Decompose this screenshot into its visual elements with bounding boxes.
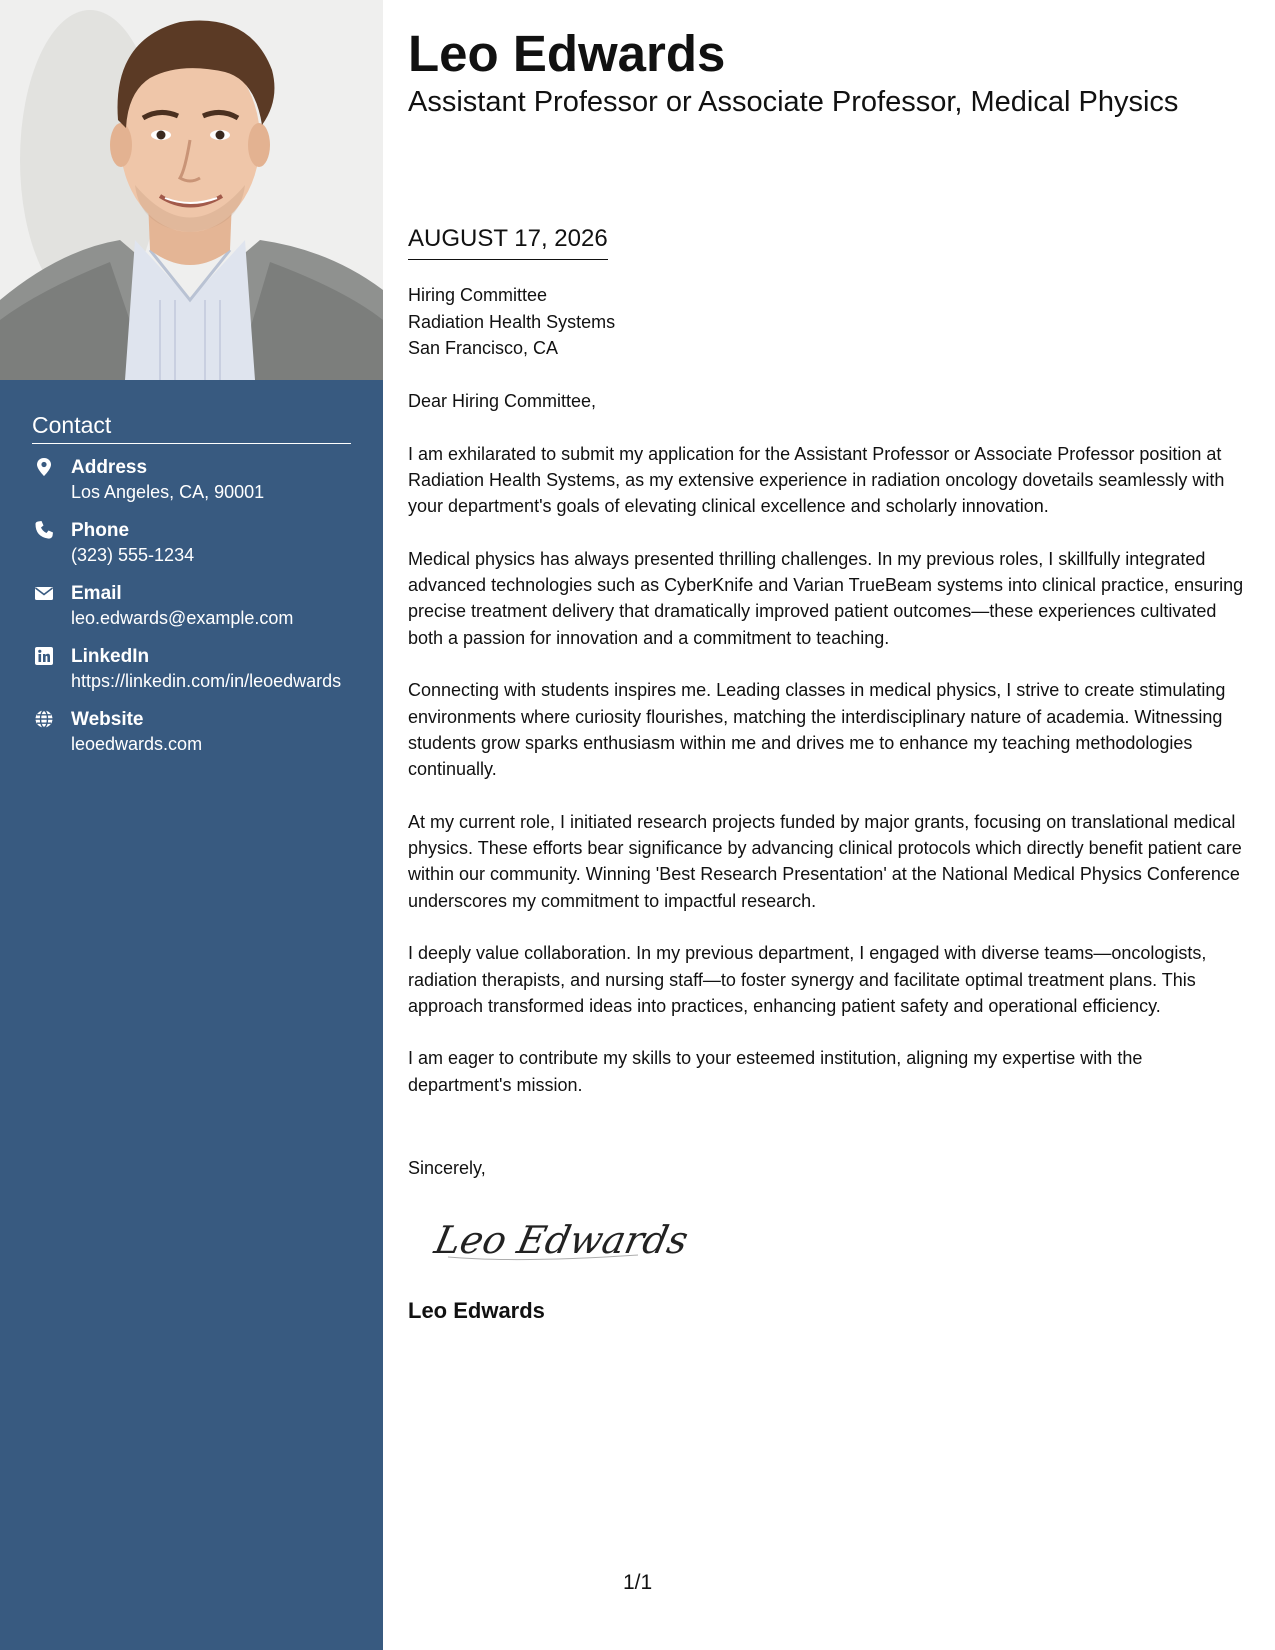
email-label: Email: [71, 583, 122, 604]
body-paragraph: Connecting with students inspires me. Leading classes in medical physics, I strive to create stimulating environments where curiosity flourishes, matching the interdisciplinary nature of academia. Witnessing students grow sparks enthusiasm within me and drives me to enhance my teaching methodologies continually.: [408, 680, 1226, 780]
address-label: Address: [71, 457, 148, 478]
recipient-block: [408, 282, 615, 362]
website-label: Website: [71, 709, 144, 730]
body-paragraph: I am exhilarated to submit my application for the Assistant Professor or Associate Professor position at Radiation Health Systems, as my extensive experience in radiation oncology dovetails seamlessly with your department's goals of elevating clinical excellence and scholarly innovation.: [408, 443, 1225, 517]
applicant-name: Leo Edwards: [408, 25, 726, 82]
linkedin-label: LinkedIn: [71, 646, 150, 667]
portrait-illustration: [0, 0, 383, 380]
recipient-line: Radiation Health Systems: [408, 311, 616, 332]
salutation: Dear Hiring Committee,: [408, 391, 597, 411]
signed-name: Leo Edwards: [408, 1298, 545, 1323]
letter-date: AUGUST 17, 2026: [408, 224, 608, 260]
sidebar: [0, 0, 383, 1650]
closing: Sincerely,: [408, 1158, 486, 1178]
profile-photo: [0, 0, 383, 380]
phone-icon: [34, 520, 54, 540]
body-paragraph: At my current role, I initiated research projects funded by major grants, focusing on translational medical physics. These efforts bear significance by advancing clinical protocols which directly benefit patient care within our community. Winning 'Best Research Presentation' at the National Medical Physics Conference underscores my commitment to impactful research.: [408, 811, 1242, 911]
contact-item-website: [32, 707, 362, 756]
email-value[interactable]: leo.edwards@example.com: [71, 608, 294, 628]
letter-body: [408, 388, 1250, 1124]
website-value[interactable]: leoedwards.com: [71, 734, 203, 754]
contact-item-phone: [32, 518, 362, 567]
contact-item-address: [32, 455, 362, 504]
phone-value: (323) 555-1234: [71, 545, 195, 565]
contact-item-email: [32, 581, 362, 630]
recipient-line: San Francisco, CA: [408, 338, 559, 358]
linkedin-value[interactable]: https://linkedin.com/in/leoedwards: [71, 671, 342, 691]
body-paragraph: Medical physics has always presented thrilling challenges. In my previous roles, I skillfully integrated advanced technologies such as CyberKnife and Varian TrueBeam systems into clinical practice, ensuring precise treatment delivery that dramatically improved patient outcomes—these experiences cultivated both a passion for innovation and a commitment to teaching.: [408, 548, 1244, 648]
signature-text: Leo Edwards: [430, 1218, 692, 1263]
location-pin-icon: [34, 457, 54, 477]
contact-heading: Contact: [32, 412, 351, 444]
applicant-title: Assistant Professor or Associate Professor, Medical Physics: [408, 86, 1179, 118]
recipient-line: Hiring Committee: [408, 285, 548, 305]
page-number: 1/1: [623, 1571, 653, 1594]
envelope-icon: [34, 583, 54, 603]
globe-icon: [34, 709, 54, 729]
address-value: Los Angeles, CA, 90001: [71, 482, 265, 502]
linkedin-icon: [34, 646, 54, 666]
phone-label: Phone: [71, 520, 130, 541]
handwritten-signature: [430, 1205, 692, 1280]
contact-list: [32, 455, 362, 770]
contact-item-linkedin: [32, 644, 362, 693]
body-paragraph: I am eager to contribute my skills to your esteemed institution, aligning my expertise with the department's mission.: [408, 1048, 1143, 1095]
body-paragraph: I deeply value collaboration. In my previous department, I engaged with diverse teams—oncologists, radiation therapists, and nursing staff—to foster synergy and facilitate optimal treatment plans. This approach transformed ideas into practices, enhancing patient safety and operational efficiency.: [408, 943, 1207, 1016]
